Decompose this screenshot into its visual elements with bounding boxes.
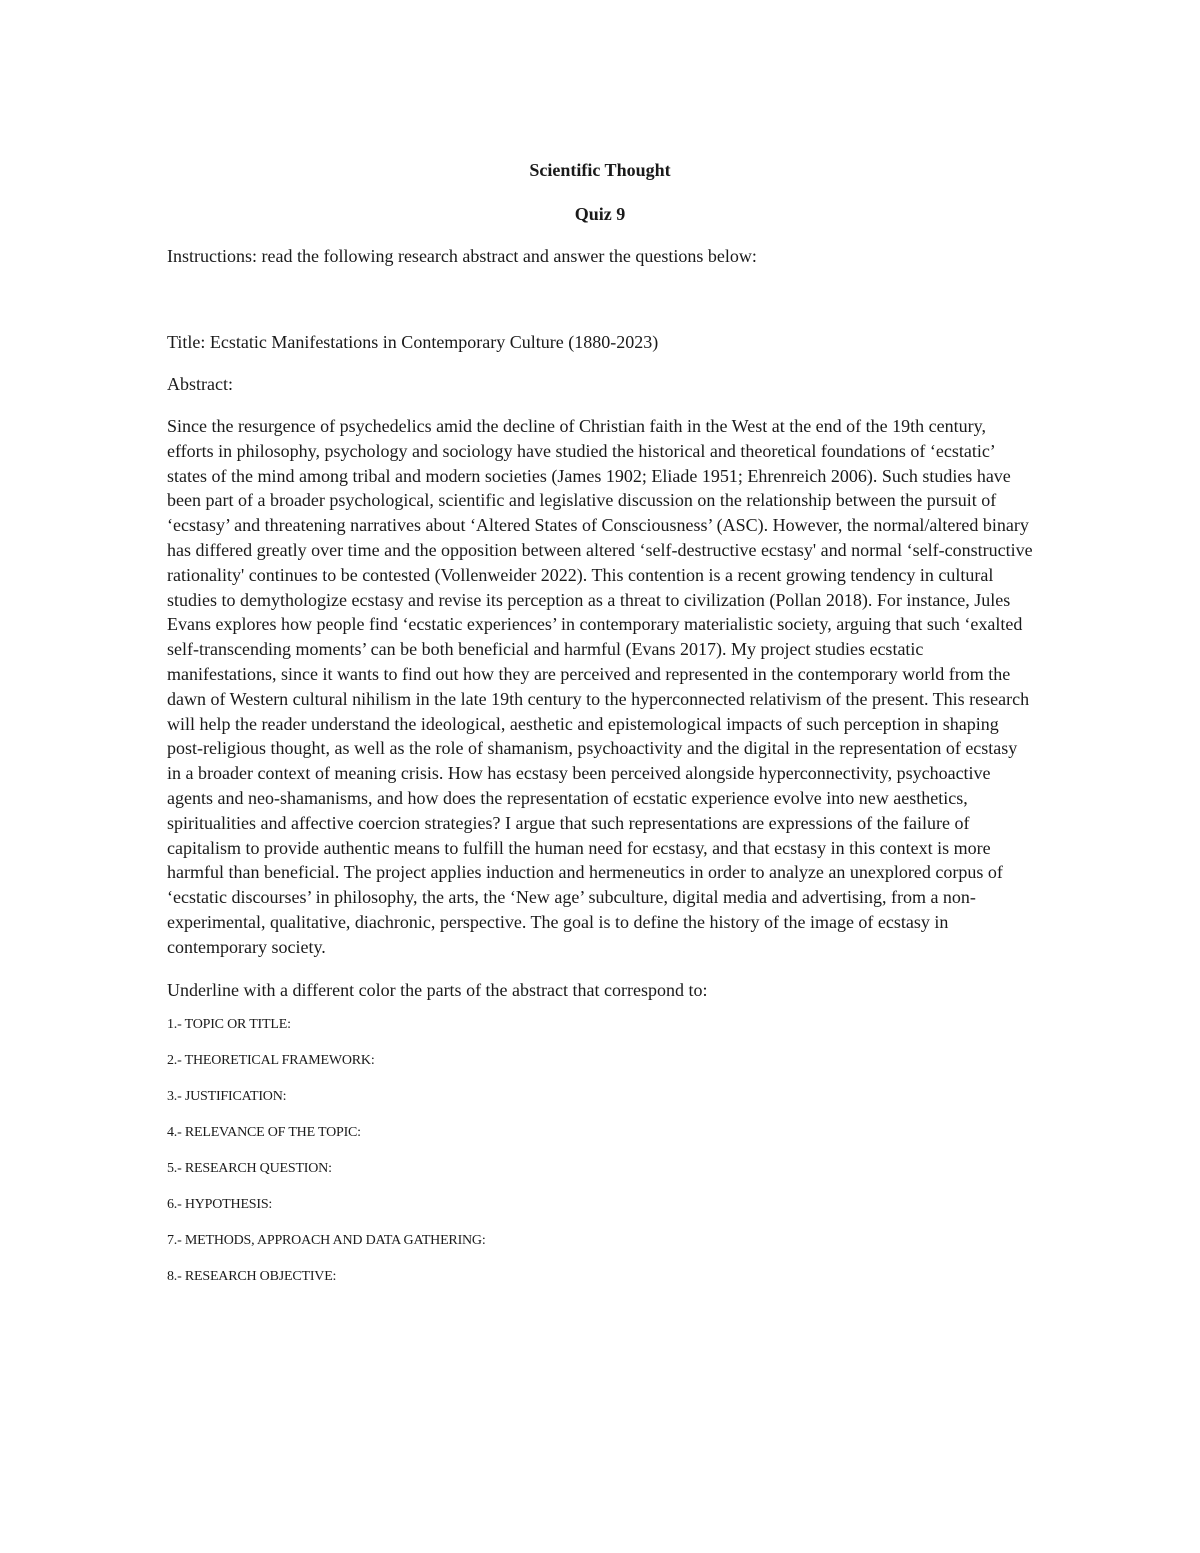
question-item: 3.- JUSTIFICATION: xyxy=(167,1088,287,1104)
question-item: 1.- TOPIC OR TITLE: xyxy=(167,1016,291,1032)
question-list xyxy=(167,1016,1033,1286)
document-title: Scientific Thought xyxy=(529,160,671,180)
abstract-label: Abstract: xyxy=(167,374,233,394)
question-item: 2.- THEORETICAL FRAMEWORK: xyxy=(167,1052,375,1068)
question-item: 7.- METHODS, APPROACH AND DATA GATHERING: xyxy=(167,1232,486,1248)
question-item: 4.- RELEVANCE OF THE TOPIC: xyxy=(167,1124,361,1140)
question-item: 5.- RESEARCH QUESTION: xyxy=(167,1160,332,1176)
abstract-body: Since the resurgence of psychedelics amid the decline of Christian faith in the West at the end of the 19th century, efforts in philosophy, psychology and sociology have studied the historical and theoretical foundations of ‘ecstatic’ states of the mind among tribal and modern societies (James 1902; Eliade 1951; Ehrenreich 2006). Such studies have been part of a broader psychological, scientific and legislative discussion on the relationship between the pursuit of ‘ecstasy’ and threatening narratives about ‘Altered States of Consciousness’ (ASC). However, the normal/altered binary has differed greatly over time and the opposition between altered ‘self-destructive ecstasy' and normal ‘self-constructive rationality' continues to be contested (Vollenweider 2022). This contention is a recent growing tendency in cultural studies to demythologize ecstasy and revise its perception as a threat to civilization (Pollan 2018). For instance, Jules Evans explores how people find ‘ecstatic experiences’ in contemporary materialistic society, arguing that such ‘exalted self-transcending moments’ can be both beneficial and harmful (Evans 2017). My project studies ecstatic manifestations, since it wants to find out how they are perceived and represented in the contemporary world from the dawn of Western cultural nihilism in the late 19th century to the hyperconnected relativism of the present. This research will help the reader understand the ideological, aesthetic and epistemological impacts of such perception in shaping post-religious thought, as well as the role of shamanism, psychoactivity and the digital in the representation of ecstasy in a broader context of meaning crisis. How has ecstasy been perceived alongside hyperconnectivity, psychoactive agents and neo-shamanisms, and how does the representation of ecstatic experience evolve into new aesthetics, spiritualities and affective coercion strategies? I argue that such representations are expressions of the failure of capitalism to provide authentic means to fulfill the human need for ecstasy, and that ecstasy in this context is more harmful than beneficial. The project applies induction and hermeneutics in order to analyze an unexplored corpus of ‘ecstatic discourses’ in philosophy, the arts, the ‘New age’ subculture, digital media and advertising, from a non-experimental, qualitative, diachronic, perspective. The goal is to define the history of the image of ecstasy in contemporary society. xyxy=(167,416,1033,957)
question-item: 8.- RESEARCH OBJECTIVE: xyxy=(167,1268,337,1284)
task-instruction: Underline with a different color the parts of the abstract that correspond to: xyxy=(167,979,708,1000)
document-content xyxy=(167,158,1033,1304)
instructions-text: Instructions: read the following research abstract and answer the questions below: xyxy=(167,246,757,266)
question-item: 6.- HYPOTHESIS: xyxy=(167,1196,273,1212)
research-title: Title: Ecstatic Manifestations in Contemporary Culture (1880-2023) xyxy=(167,332,659,352)
quiz-number: Quiz 9 xyxy=(574,204,626,224)
